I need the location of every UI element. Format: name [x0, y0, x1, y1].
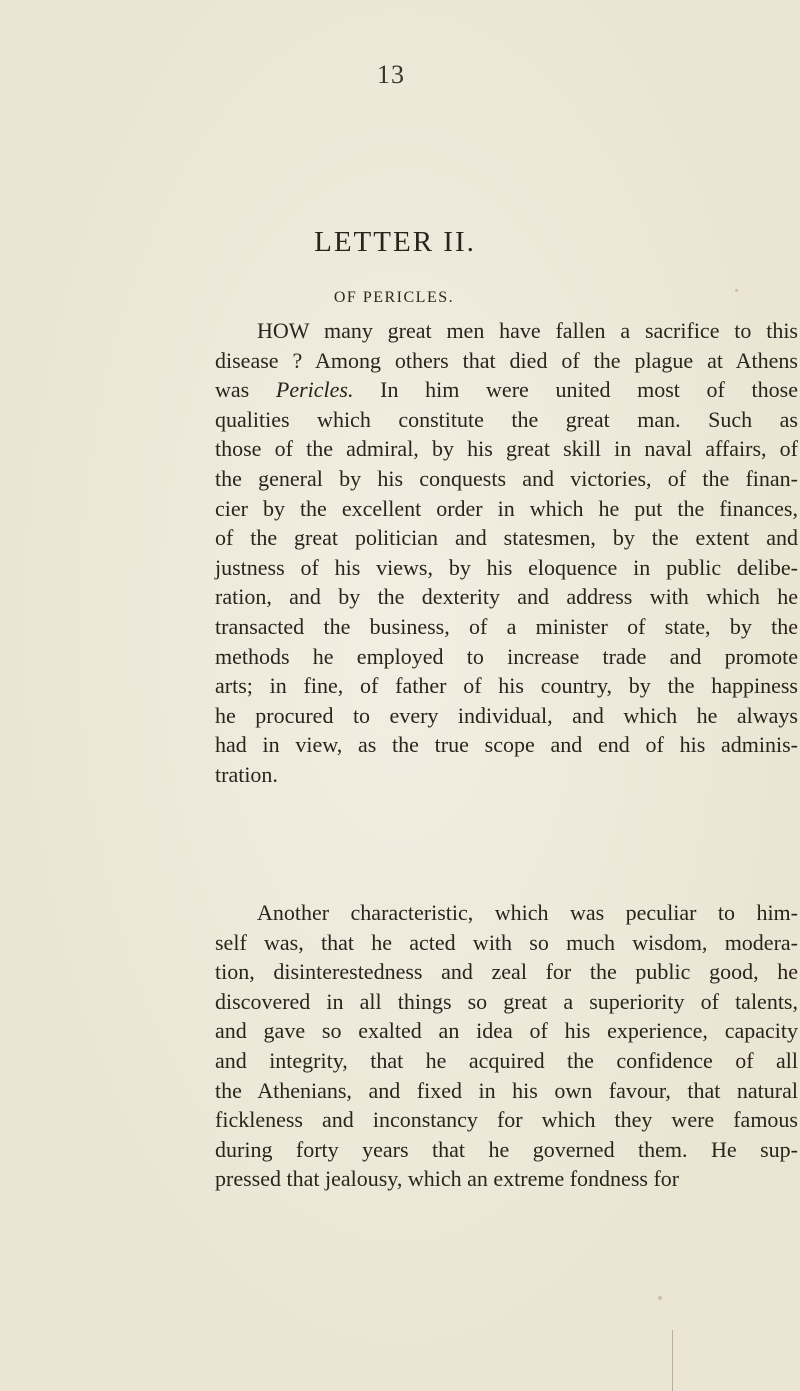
paper-speck — [658, 1296, 662, 1300]
text-line: fickleness and inconstancy for which they were famous — [215, 1107, 798, 1133]
letter-subtitle: OF PERICLES. — [333, 289, 455, 306]
text-line: discovered in all things so great a superiority of talents, — [215, 988, 798, 1014]
text-line: cier by the excellent order in which he put the finances, — [215, 495, 798, 521]
text-line: transacted the business, of a minister of state, by the — [215, 613, 798, 639]
paper-speck — [735, 289, 738, 292]
text-segment: In him were united most of those — [353, 377, 798, 403]
text-line-with-emphasis — [215, 375, 798, 405]
text-line: the Athenians, and fixed in his own favour, that natural — [215, 1077, 798, 1103]
text-line: those of the admiral, by his great skill in naval affairs, of — [215, 436, 798, 462]
text-line: tion, disinterestedness and zeal for the public good, he — [215, 959, 798, 985]
paper-crease — [672, 1330, 673, 1391]
text-line: Another characteristic, which was peculiar to him- — [257, 900, 798, 925]
text-line: and integrity, that he acquired the confidence of all — [215, 1047, 798, 1073]
text-line: and gave so exalted an idea of his experience, capacity — [215, 1018, 798, 1044]
text-line: disease ? Among others that died of the plague at Athens — [215, 347, 798, 373]
text-line: the general by his conquests and victories, of the finan- — [215, 465, 798, 491]
text-line: qualities which constitute the great man. Such as — [215, 406, 798, 432]
text-line: self was, that he acted with so much wisdom, modera- — [215, 929, 798, 955]
text-line: during forty years that he governed them. He sup- — [215, 1136, 798, 1162]
text-line: ration, and by the dexterity and address with which he — [215, 584, 798, 610]
text-line: of the great politician and statesmen, by the extent and — [215, 525, 798, 551]
text-line: HOW many great men have fallen a sacrifice to this — [257, 318, 798, 343]
text-line: had in view, as the true scope and end of his adminis- — [215, 732, 798, 758]
text-line: justness of his views, by his eloquence in public delibe- — [215, 554, 798, 580]
text-segment: was — [215, 377, 276, 403]
page-number: 13 — [377, 60, 405, 89]
letter-title: LETTER II. — [314, 226, 476, 258]
text-line: he procured to every individual, and which he always — [215, 702, 798, 728]
text-line: pressed that jealousy, which an extreme fondness for — [215, 1166, 680, 1192]
text-line: methods he employed to increase trade and promote — [215, 643, 798, 669]
paragraph-1 — [215, 316, 798, 790]
emphasized-name: Pericles. — [275, 377, 354, 403]
paragraph-2 — [215, 898, 798, 1194]
text-line: arts; in fine, of father of his country, by the happiness — [215, 673, 798, 699]
text-line: tration. — [215, 761, 278, 787]
